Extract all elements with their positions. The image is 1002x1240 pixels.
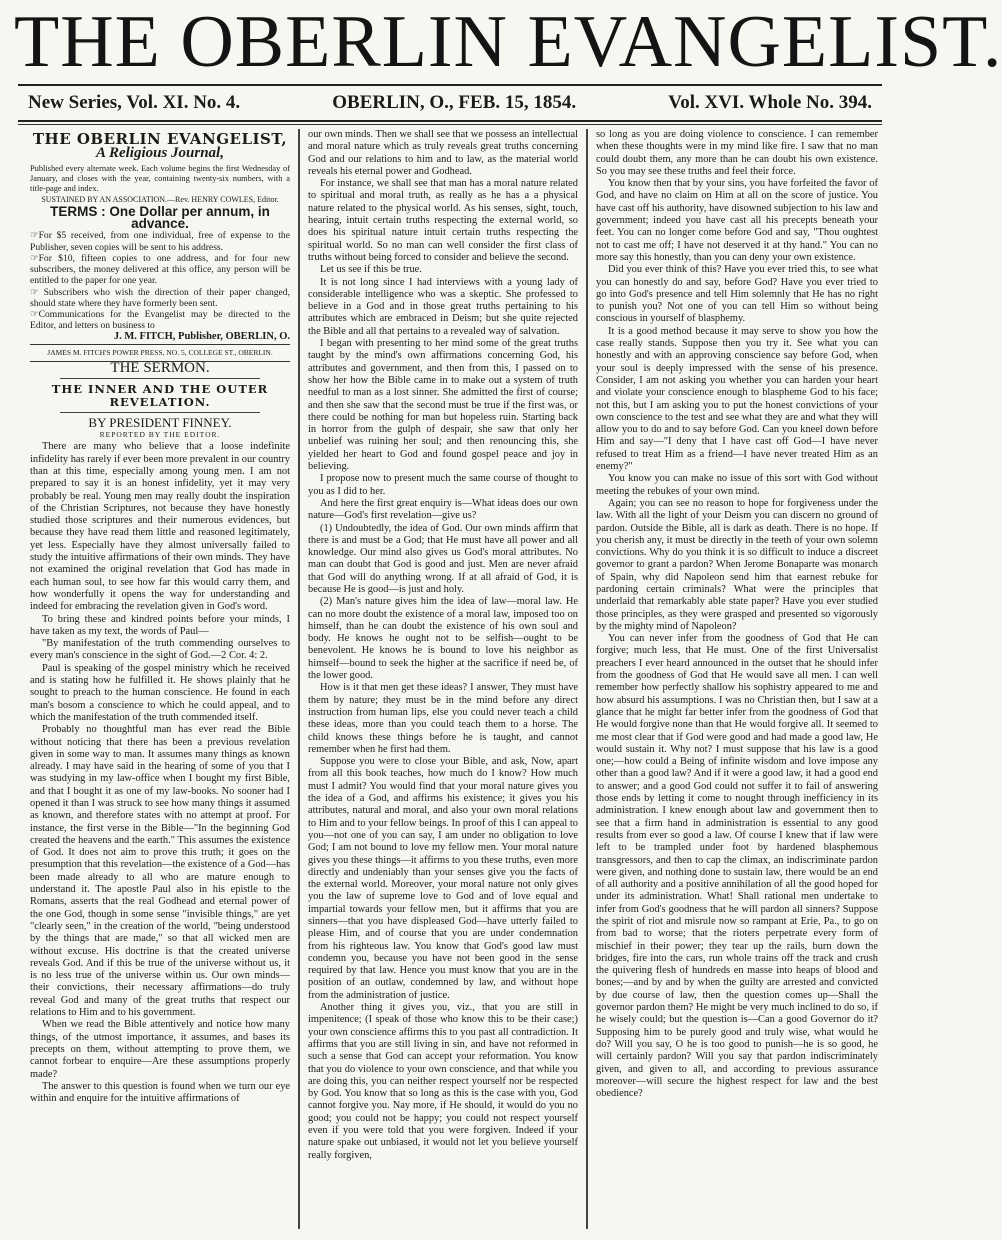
body-paragraph: When we read the Bible attentively and notice how many things, of the utmost importance, it assumes, and bases its precepts on them, without attempting to prove them, we cannot forbear to enquire—Are these assumptions properly made? (30, 1019, 290, 1080)
masthead-title: THE OBERLIN EVANGELIST. (14, 1, 1002, 83)
publication-info: Published every alternate week. Each volume begins the first Wednesday of January, and closes with the year, containing twenty-six numbers, with a title-page and index. (30, 163, 290, 193)
notice-five-dollars: ☞For $5 received, from one individual, free of expense to the Publisher, seven copies will be sent to his address. (30, 230, 290, 253)
body-paragraph: Probably no thoughtful man has ever read the Bible without noticing that there has been a previous revelation given in some way to man. It assumes many things as known already. I may have said in the hearing of some of you that I was studying in my law-office when I bought my first Bible, and that I bought it as one of my law-books. No sooner had I opened it than I was struck to see how many things it assumed as known, and therefore states with no attempt at proof. For instance, the first verse in the Bible—"In the beginning God created the heavens and the earth." This assumes the existence of God. It does not aim to prove this truth; it goes on the presumption that this revelation—the existence of a God—has been made already to all who are mature enough to understand it. The apostle Paul also in his epistle to the Romans, asserts that the real Godhead and eternal power of the one God, though in some sense "invisible things," are yet "clearly seen," in the creation of the world, "being understood by the things that are made," so that all wicked men are without excuse. His doctrine is that the created universe reveals God. And if this be true of the universe without us, it is no less true of the universe within us. Our own minds—their convictions, their necessary affirmations—do truly reveal God and many of the great truths that respect our relations to Him and to his government. (30, 724, 290, 1019)
notice-subscribers: ☞ Subscribers who wish the direction of their paper changed, should state where they have formerly been sent. (30, 286, 290, 309)
body-paragraph: Suppose you were to close your Bible, and ask, Now, apart from all this book teaches, how much do I know? How much must I admit? You would find that your moral nature gives you the idea of a God, and affirms his existence; it gives you his attributes, natural and moral, and also your own moral relations to Him and to your fellow beings. In proof of this I can appeal to you—not one of you can say, I am under no obligation to love God; I am not bound to love my fellow men. Your moral nature gives you these things—it affirms to you these truths, even more directly and undeniably than your senses give you the facts of the external world. Moreover, your moral nature not only gives you the law of supreme love to God and of love equal and impartial towards your fellow men, but it affirms that you are sinners—that you have displeased God—have utterly failed to please Him, and of course that you are under condemnation from his righteous law. You know that God's good law must condemn you, because you have not been good in the sense required by that law. Hence you must know that you are in the position of an outlaw, condemned by law, and without hope from the administration of justice. (308, 756, 578, 1001)
place-date: OBERLIN, O., FEB. 15, 1854. (332, 92, 577, 113)
body-paragraph: Let us see if this be true. (320, 264, 422, 276)
notice-communications: ☞Communications for the Evangelist may be directed to the Editor, and letters on business to (30, 308, 290, 332)
dateline-rule (18, 120, 882, 122)
dateline-rule-thin (18, 124, 882, 125)
whole-number: Vol. XVI. Whole No. 394. (668, 92, 872, 113)
article-title: THE INNER AND THE OUTER REVELATION. (51, 382, 269, 409)
column-1 (14, 129, 298, 1229)
body-paragraph: You know then that by your sins, you have forfeited the favor of God, and have no claim on Him at all on the score of justice. You have cast off his authority, have disowned subjection to his law and government; indeed you have cast all his precepts beneath your feet. You can no longer come before God and say, "Thou oughtest not to cast me off; I have not deserved it at thy hand." You can no more say this honestly, than you can deny your own existence. (596, 178, 878, 263)
body-paragraph: so long as you are doing violence to conscience. I can remember when these thoughts were in my mind like fire. I saw that no man could doubt them, any more than he can doubt his own existence. So you may see these truths and feel their force. (596, 129, 878, 177)
body-paragraph: It is a good method because it may serve to show you how the case really stands. Suppose then you try it. See what you can honestly and with an approving conscience say before God, when your soul is deeply impressed with the sense of his presence. Consider, I am not asking you whether you can harden your heart and violate your conscience enough to blaspheme God to his face; not this, but I am asking you to put the honest convictions of your own conscience to the test and see what they are and what they will allow you to do and to say before God. Can you kneel down before Him and say—"I deny that I have cast off God—I have never refused to treat Him as a friend—I have never treated Him as an enemy?" (596, 325, 878, 473)
body-paragraph: I propose now to present much the same course of thought to you as I did to her. (308, 473, 578, 497)
scripture-quote: "By manifestation of the truth commending ourselves to every man's conscience in the sight of God.—2 Cor. 4: 2. (30, 638, 290, 662)
body-paragraph: The answer to this question is found when we turn our eye within and enquire for the intuitive affirmations of (30, 1080, 290, 1105)
column-3 (588, 129, 886, 1229)
reported-by: REPORTED BY THE EDITOR. (99, 430, 221, 440)
body-paragraph: You know you can make no issue of this sort with God without meeting the rebukes of your own mind. (596, 473, 878, 497)
body-paragraph: Again; you can see no reason to hope for forgiveness under the law. With all the light of your Deism you can discern no ground of pardon. Outside the Bible, all is dark as death. There is no hope. If you cherish any, it must be directly in the teeth of your own solemn convictions. Why do you think it is so difficult to induce a discreet governor to grant a pardon? When Jerome Bonaparte was monarch of Spain, why did Napoleon send him that earnest rebuke for pardoning certain criminals? What were the principles that underlaid that remarkably able state paper? Have you ever studied those principles, as they were grasped and presented so vigorously by the mighty mind of Napoleon? (596, 497, 878, 632)
press-line: JAMES M. FITCH'S POWER PRESS, NO. 5, COLLEGE ST., OBERLIN. (30, 344, 290, 362)
terms-heading: TERMS : One Dollar per annum, in advance. (50, 203, 270, 232)
series-info: New Series, Vol. XI. No. 4. (28, 92, 241, 113)
body-paragraph: To bring these and kindred points before your minds, I have taken as my text, the words of Paul— (30, 613, 290, 637)
body-paragraph: There are many who believe that a loose indefinite infidelity has rarely if ever been more prevalent in our country than at this time, especially among young men. I am not prepared to say it is an honest infidelity, yet it may very probably be real. Young men may really doubt the inspiration of the Christian Scriptures, not because they have honestly studied those scriptures and their numerous evidences, but because they have read them little and reasoned legitimately, yet less. Especially have they almost universally failed to study the intuitive affirmations of their own minds. They have not examined the original revelation that God has made in each human soul, to see how far this would carry them, and how wonderfully it opens the way for understanding and indeed for embracing the revelation given in God's word. (30, 441, 290, 613)
dateline (14, 86, 886, 120)
notice-ten-dollars: ☞For $10, fifteen copies to one address, and for four new subscribers, the money delivered at this office, any person will be entitled to the paper for one year. (30, 252, 290, 287)
body-paragraph: And here the first great enquiry is—What ideas does our own nature—God's first revelation—give us? (308, 497, 578, 522)
body-paragraph: Did you ever think of this? Have you ever tried this, to see what you can honestly do and say, before God? Have you ever tried to go into God's presence and tell Him solemnly that He has no right to punish you? Not one of you can tell Him so without being conscious in yourself of blasphemy. (596, 264, 878, 325)
paper-subtitle: A Religious Journal, (96, 145, 224, 162)
body-paragraph: Paul is speaking of the gospel ministry which he received and is stating how he fulfilled it. He shows plainly that he sought to preach to the human conscience. He found in each man's bosom a conscience to which he could appeal, and to which the manifestation of the truth commended itself. (30, 662, 290, 723)
title-divider (60, 412, 260, 413)
body-paragraph: It is not long since I had interviews with a young lady of considerable intelligence who was a skeptic. She professed to believe in a God and in those great truths pertaining to his attributes which are embraced in Deism; but she quite rejected the Bible and all that pertains to a revealed way of salvation. (308, 276, 578, 337)
body-paragraph: our own minds. Then we shall see that we possess an intellectual and moral nature which as truly reveals great truths concerning God and our relations to him and to law, as the material world reveals his eternal power and Godhead. (308, 129, 578, 177)
body-paragraph: For instance, we shall see that man has a moral nature related to spiritual and moral truth, as really as he has a a physical nature related to the physical world. As his senses, sight, touch, hearing, intuit certain truths respecting the external world, so does his spiritual nature intuit certain truths respecting the spiritual world. So no man can well consider the first class of truths without being forced to consider and believe the second. (308, 178, 578, 263)
sustained-by: SUSTAINED BY AN ASSOCIATION.—Rev. HENRY COWLES, Editor. (41, 194, 279, 204)
article-columns (14, 129, 886, 1229)
body-paragraph: (2) Man's nature gives him the idea of law—moral law. He can no more doubt the existence of a moral law, imposed too on himself, than he can doubt the existence of his own soul and body. He knows he ought not to be selfish—ought to be benevolent. He knows he is bound to love his neighbor as himself—bound to seek the higher at the sacrifice if need be, of the lower good. (308, 596, 578, 682)
section-title: THE SERMON. (110, 359, 210, 376)
body-paragraph: (1) Undoubtedly, the idea of God. Our own minds affirm that there is and must be a God; that He must have all power and all knowledge. Our mind also gives us God's moral attributes. No man can doubt that God is good and just. Men are never afraid that God will do anything wrong. If at all afraid of God, it is because He is good—is just and holy. (308, 522, 578, 595)
body-paragraph: Another thing it gives you, viz., that you are still in impenitence; (I speak of those who know this to be their case;) your own conscience affirms this to you past all contradiction. It affirms that you are still living in sin, and have not reformed in such a sense that God can accept your reformation. You know that you do violence to your own conscience, and that while you are doing this, you can neither respect yourself nor be respected by God. You know that so long as this is the case with you, God cannot forgive you. Nay more, if He should, it would do you no good; you could not be happy; you could not respect yourself even if you were told that you were forgiven. Indeed if your nature spake out unbiased, it would not let you believe yourself really forgiven, (308, 1002, 578, 1161)
column-2 (298, 129, 588, 1229)
section-divider (60, 378, 260, 379)
article-byline: BY PRESIDENT FINNEY. (88, 414, 232, 430)
paper-title: THE OBERLIN EVANGELIST, (32, 130, 288, 148)
body-paragraph: How is it that men get these ideas? I answer, They must have them by nature; they must be in the mind before any direct instruction from human lips, else you could never teach a child these ideas, more than you could teach them to a horse. The child knows these things before he is taught, and cannot remember when he first had them. (308, 682, 578, 755)
body-paragraph: I began with presenting to her mind some of the great truths taught by the mind's own affirmations concerning God, his attributes and government, and then from this, I passed on to show her how the Bible came in to make out a system of truth needful to man as a lost sinner. She admitted the first of course; and then she saw that the second must be true if the first was, or there could be nothing for man but hopeless ruin. Starting back in horror from the gulph of despair, she saw that only her unbelief was ruining her soul; and then renouncing this, she yielded her heart to God and found gospel peace and joy in believing. (308, 338, 578, 473)
body-paragraph: You can never infer from the goodness of God that He can forgive; much less, that He must. One of the first Universalist preachers I ever heard announced in the outset that he should infer from the goodness of God that He would save all men. I can well remember how perfectly shallow his sophistry appeared to me and how absurd his assumptions. I was no Christian then, but I saw at a glance that he might far better infer from the goodness of God that He would forgive none than that He would forgive all. It seemed to me most clear that if God were good and had made a good law, He would sustain it. Why not? I must suppose that his law is a good one;—how could a Being of infinite wisdom and love impose any other than a good law? And if it were a good law, it had a good end to answer; and a good God could not suffer it to fail of answering those ends by letting it come to nought through inefficiency in its administration. I knew enough about law and government then to see that a firm hand in administration is essential to any good results from ever so good a law. Of course I knew that if law were left to be trampled under foot by hardened blasphemous transgressors, and then to cap the climax, an indiscriminate pardon were given, and nothing done to sustain law, there would be an end of all authority and a positive annihilation of all the good hoped for under its administration. What! Shall rational men undertake to infer from God's goodness that he will pardon all sinners? Suppose the spirit of riot and misrule now so rampant at Erie, Pa., to go on from bad to worse; that the rioters perpetrate every form of mischief in their power; they tear up the rails, burn down the bridges, fire into the cars, run whole trains off the track and crush the quivering flesh of hundreds en masse into heaps of blood and bones;—and by and by when the guilty are arrested and convicted by due course of law, then the question comes up—Shall the governor pardon them? He might be very much inclined to do so, if he wisely could; but the question is—Can a good Governor do it? Supposing him to be purely good and truly wise, what would he do? Will you say, O he is too good to punish—he is so good, he will certainly pardon? Will you say that pardon indiscriminately given, and given to all, and according to previous assurance moreover—will secure the highest respect for law and the best obedience? (596, 633, 878, 1100)
publisher-line: J. M. FITCH, Publisher, OBERLIN, O. (113, 331, 290, 343)
